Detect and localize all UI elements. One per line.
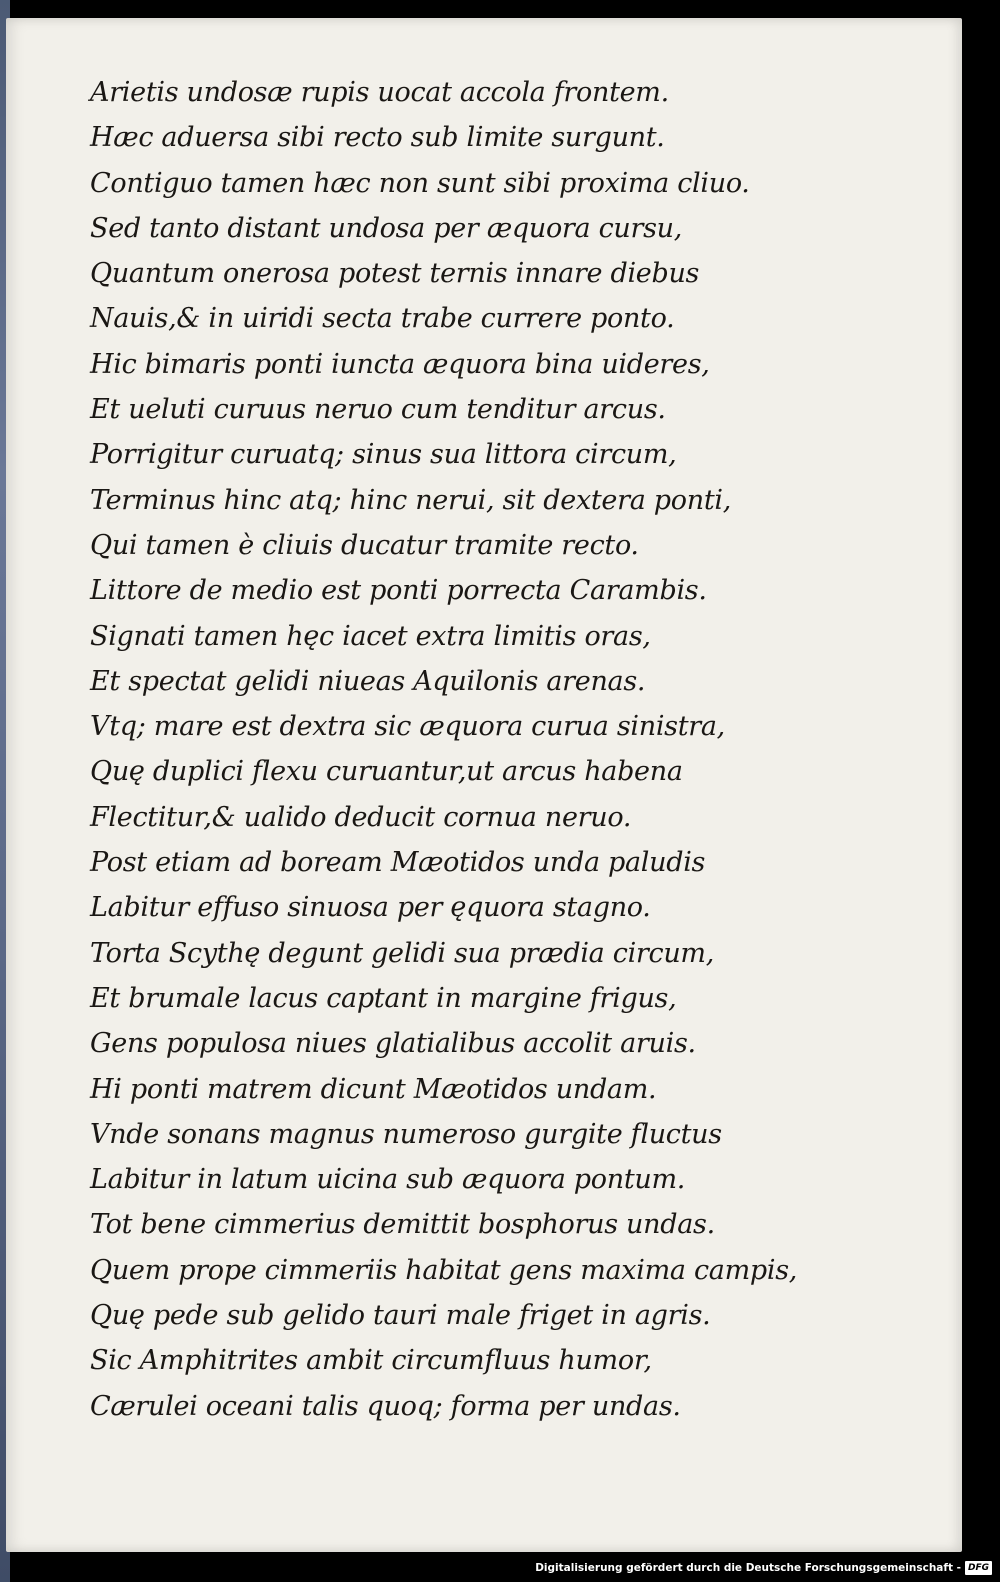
verse-line: Terminus hinc atq; hinc nerui, sit dextera ponti, <box>90 484 731 516</box>
verse-line: Arietis undosæ rupis uocat accola frontem. <box>90 77 669 108</box>
verse-line: Et ueluti curuus neruo cum tenditur arcus. <box>90 394 666 426</box>
verse-line: Quantum onerosa potest ternis innare diebus <box>90 258 700 290</box>
verse-line: Quę pede sub gelido tauri male friget in agris. <box>90 1300 711 1332</box>
verse-line: Nauis,& in uiridi secta trabe currere ponto. <box>90 303 675 335</box>
verse-line: Signati tamen hęc iacet extra limitis oras, <box>90 620 651 652</box>
verse-line: Sed tanto distant undosa per æquora cursu, <box>90 212 683 244</box>
dfg-logo: DFG <box>965 1561 992 1575</box>
verse-line: Et brumale lacus captant in margine frigus, <box>90 982 677 1014</box>
book-page <box>6 18 962 1552</box>
verse-line: Qui tamen è cliuis ducatur tramite recto. <box>90 529 639 561</box>
verse-line: Post etiam ad boream Mæotidos unda paludis <box>90 847 706 879</box>
verse-line: Cærulei oceani talis quoq; forma per undas. <box>90 1390 681 1422</box>
verse-line: Flectitur,& ualido deducit cornua neruo. <box>90 801 632 833</box>
verse-line: Sic Amphitrites ambit circumfluus humor, <box>90 1345 652 1377</box>
verse-line: Hic bimaris ponti iuncta æquora bina uideres, <box>90 348 710 380</box>
verse-line: Labitur effuso sinuosa per ęquora stagno. <box>90 892 651 924</box>
verse-line: Quę duplici flexu curuantur,ut arcus habena <box>90 756 683 788</box>
verse-line: Torta Scythę degunt gelidi sua prædia circum, <box>90 937 715 969</box>
verse-line: Contiguo tamen hæc non sunt sibi proxima cliuo. <box>90 167 750 199</box>
verse-line: Hi ponti matrem dicunt Mæotidos undam. <box>90 1073 657 1105</box>
verse-line: Littore de medio est ponti porrecta Carambis. <box>90 575 707 607</box>
verse-line: Quem prope cimmeriis habitat gens maxima campis, <box>90 1254 798 1286</box>
verse-line: Labitur in latum uicina sub æquora pontum. <box>90 1164 686 1196</box>
verse-line: Hæc aduersa sibi recto sub limite surgunt. <box>90 122 665 154</box>
verse-line: Gens populosa niues glatialibus accolit aruis. <box>90 1028 696 1060</box>
credit-text: Digitalisierung gefördert durch die Deutsche Forschungsgemeinschaft - <box>535 1562 961 1574</box>
verse-line: Vnde sonans magnus numeroso gurgite fluctus <box>90 1118 722 1150</box>
verse-line: Tot bene cimmerius demittit bosphorus undas. <box>90 1209 715 1241</box>
digitization-credit <box>535 1558 992 1578</box>
verse-line: Porrigitur curuatq; sinus sua littora circum, <box>90 439 677 471</box>
verse-line: Et spectat gelidi niueas Aquilonis arenas. <box>90 665 646 697</box>
verse-line: Vtq; mare est dextra sic æquora curua sinistra, <box>90 711 725 743</box>
verse-block <box>90 70 910 1429</box>
